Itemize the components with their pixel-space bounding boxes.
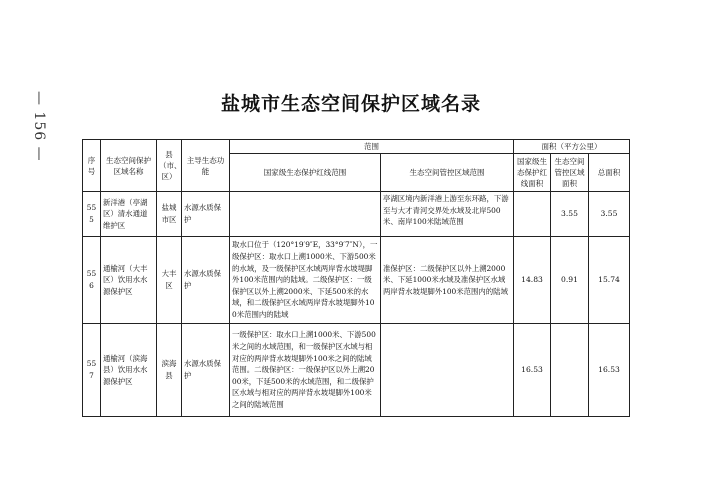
cell-area-total: 3.55: [589, 192, 630, 237]
cell-name: 通榆河（滨海县）饮用水水源保护区: [101, 324, 157, 417]
cell-function: 水源水质保护: [182, 324, 230, 417]
cell-seq: 555: [83, 192, 101, 237]
header-area-total: 总面积: [589, 154, 630, 192]
cell-area-control: [551, 324, 589, 417]
header-area-control: 生态空间管控区域面积: [551, 154, 589, 192]
cell-area-national: [514, 192, 551, 237]
cell-scope-national: 一级保护区：取水口上溯1000米、下游500米之间的水域范围，和一级保护区水域与相对应的两岸背水坡堤脚外100米之间的陆域范围。二级保护区：一级保护区以外上溯2000米，下延500米的水域范围，和二级保护区水域与相对应的两岸背水坡堤脚外100米之间的陆域范围: [230, 324, 381, 417]
header-name: 生态空间保护区域名称: [101, 140, 157, 192]
cell-seq: 557: [83, 324, 101, 417]
header-area-group: 面积（平方公里）: [514, 140, 630, 154]
cell-scope-national: [230, 192, 381, 237]
header-row-1: [83, 140, 630, 154]
cell-function: 水源水质保护: [182, 192, 230, 237]
cell-scope-control: 准保护区：二级保护区以外上溯2000米、下延1000米水域及准保护区水域两岸背水坡堤脚外100米范围内的陆域: [381, 237, 514, 324]
cell-area-control: 0.91: [551, 237, 589, 324]
page-number-text: — 156 —: [31, 91, 47, 162]
cell-area-national: 14.83: [514, 237, 551, 324]
header-area-national: 国家级生态保护红线面积: [514, 154, 551, 192]
cell-function: 水源水质保护: [182, 237, 230, 324]
cell-county: 滨海县: [157, 324, 182, 417]
cell-county: 盐城市区: [157, 192, 182, 237]
table-row: [83, 237, 630, 324]
header-county: 县（市、区）: [157, 140, 182, 192]
cell-area-total: 16.53: [589, 324, 630, 417]
protection-area-table: [82, 139, 630, 417]
cell-scope-national: 取水口位于（120°19′9″E，33°9′7″N），一级保护区：取水口上溯1000米、下游500米的水域，及一级保护区水域两岸背水坡堤脚外100米范围内的陆域。二级保护区：一级保护区以外上溯2000米、下延500米的水域，和二级保护区水域两岸背水坡堤脚外100米范围内的陆域: [230, 237, 381, 324]
cell-scope-control: 亭湖区境内新洋港上游至东环路，下游至与大才青河交界处水域及北岸500米、南岸100米陆域范围: [381, 192, 514, 237]
table-row: [83, 324, 630, 417]
header-scope-national: 国家级生态保护红线范围: [230, 154, 381, 192]
cell-name: 通榆河（大丰区）饮用水水源保护区: [101, 237, 157, 324]
page-title: 盐城市生态空间保护区域名录: [220, 93, 481, 115]
cell-name: 新洋港（亭湖区）清水通道维护区: [101, 192, 157, 237]
header-function: 主导生态功能: [182, 140, 230, 192]
cell-area-control: 3.55: [551, 192, 589, 237]
cell-area-national: 16.53: [514, 324, 551, 417]
cell-area-total: 15.74: [589, 237, 630, 324]
header-scope-control: 生态空间管控区域范围: [381, 154, 514, 192]
header-seq: 序号: [83, 140, 101, 192]
cell-county: 大丰区: [157, 237, 182, 324]
cell-scope-control: [381, 324, 514, 417]
header-scope-group: 范围: [230, 140, 514, 154]
cell-seq: 556: [83, 237, 101, 324]
table-row: [83, 192, 630, 237]
